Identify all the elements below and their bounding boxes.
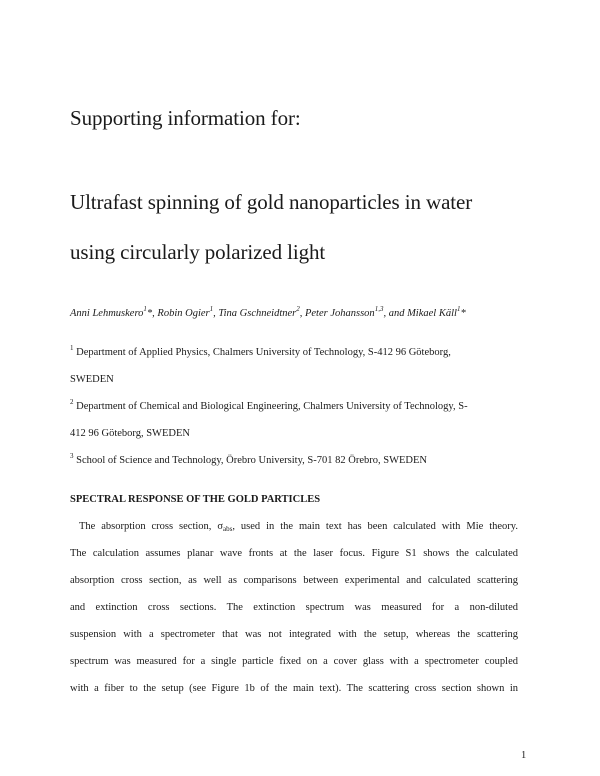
- sigma-symbol: [217, 521, 232, 532]
- paragraph-line: suspension with a spectrometer that was not integrated with the setup, whereas the scattering: [70, 629, 518, 640]
- author-sep: ,: [299, 308, 305, 319]
- author-affil-sup: 1: [456, 305, 461, 313]
- supporting-info-heading: Supporting information for:: [70, 106, 301, 130]
- paragraph-line: absorption cross section, as well as comparisons between experimental and calculated scattering: [70, 575, 518, 586]
- paragraph-line: The calculation assumes planar wave fronts at the laser focus. Figure S1 shows the calculated: [70, 548, 518, 559]
- affiliation-text: Department of Chemical and Biological Engineering, Chalmers University of Technology, S-: [76, 401, 468, 412]
- affiliation-3-line-1: [70, 452, 427, 466]
- paragraph-text: , used in the main text has been calculated with Mie theory.: [232, 521, 518, 532]
- author-name: Anni Lehmuskero: [70, 308, 144, 319]
- author-sep: *: [460, 308, 466, 319]
- paragraph-text: The absorption cross section,: [79, 521, 218, 532]
- paragraph-line: spectrum was measured for a single particle fixed on a cover glass with a spectrometer coupled: [70, 656, 518, 667]
- paragraph-line-lead: [79, 521, 518, 532]
- author-sep: ,: [213, 308, 219, 319]
- section-heading: SPECTRAL RESPONSE OF THE GOLD PARTICLES: [70, 494, 321, 505]
- affiliation-text: School of Science and Technology, Örebro University, S-701 82 Örebro, SWEDEN: [76, 455, 427, 466]
- affiliation-1-line-1: [70, 344, 451, 358]
- affiliation-number: 3: [70, 452, 74, 460]
- author-list: [70, 305, 466, 319]
- affiliation-number: 2: [70, 398, 74, 406]
- affiliation-text: Department of Applied Physics, Chalmers University of Technology, S-412 96 Göteborg,: [76, 347, 451, 358]
- author-name: Mikael Käll: [407, 308, 457, 319]
- affiliation-1-line-2: SWEDEN: [70, 374, 114, 385]
- author-affil-sup: 1: [143, 305, 147, 313]
- affiliation-number: 1: [70, 344, 74, 352]
- author-affil-sup: 1: [209, 305, 214, 313]
- author-affil-sup: 1,3: [374, 305, 384, 313]
- author-affil-sup: 2: [296, 305, 300, 313]
- paragraph-line: with a fiber to the setup (see Figure 1b of the main text). The scattering cross section shown in: [70, 683, 518, 694]
- paper-title-line-1: Ultrafast spinning of gold nanoparticles in water: [70, 190, 473, 214]
- author-name: Peter Johansson: [304, 308, 375, 319]
- sigma-subscript: abs: [223, 525, 233, 533]
- affiliation-2-line-1: [70, 398, 468, 412]
- author-name: Robin Ogier: [157, 308, 210, 319]
- author-sep: *,: [146, 308, 158, 319]
- paper-title-line-2: using circularly polarized light: [70, 240, 326, 264]
- paragraph-line: and extinction cross sections. The extinction spectrum was measured for a non-diluted: [70, 602, 518, 613]
- author-name: Tina Gschneidtner: [218, 308, 297, 319]
- sigma-glyph: σ: [217, 521, 224, 532]
- affiliation-2-line-2: 412 96 Göteborg, SWEDEN: [70, 428, 190, 439]
- author-sep: , and: [383, 308, 408, 319]
- page-number: 1: [521, 750, 527, 761]
